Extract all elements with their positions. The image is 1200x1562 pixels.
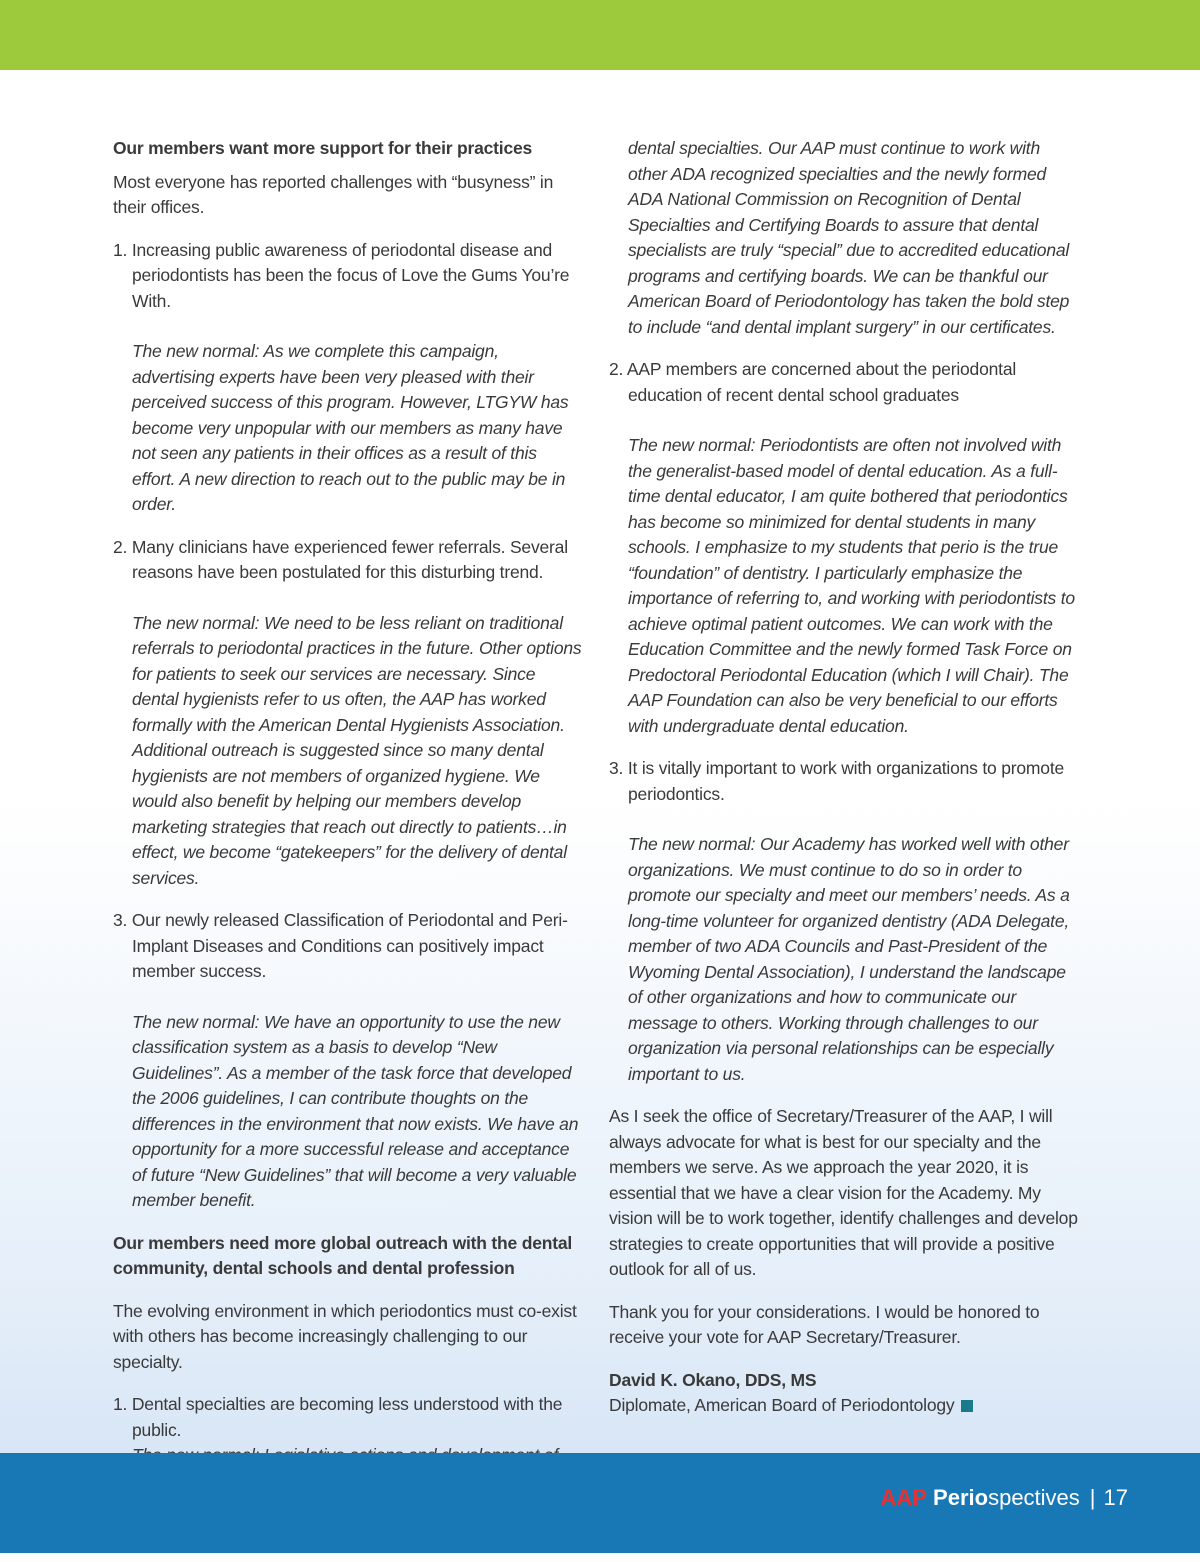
new-normal-text: The new normal: Periodontists are often not involved with the generalist-based model of dental education. As a full-time dental educator, I am quite bothered that periodontics has become so minimized for dental students in many schools. I emphasize to my students that perio is the true “foundation” of dentistry. I particularly emphasize the importance of referring to, and working with periodontists to achieve optimal patient outcomes. We can work with the Education Committee and the newly formed Task Force on Predoctoral Periodontal Education (which I will Chair). The AAP Foundation can also be very beneficial to our efforts with undergraduate dental education. [628, 435, 1075, 736]
new-normal-text: The new normal: As we complete this campaign, advertising experts have been very pleased with their perceived success of this program. However, LTGYW has become very unpopular with our members as many have not seen any patients in their offices as a result of this effort. A new direction to reach out to the public may be in order. [132, 341, 569, 514]
brand-aap: AAP [880, 1485, 927, 1510]
footer-separator: | [1089, 1485, 1096, 1510]
brand-perio: Perio [933, 1485, 989, 1510]
continued-new-normal-text: dental specialties. Our AAP must continue to work with other ADA recognized specialties and the newly formed ADA National Commission on Recognition of Dental Specialties and Certifying Boards to assure that dental specialists are truly “special” due to accredited educational programs and certifying boards. We can be thankful our American Board of Periodontology has taken the bold step to include “and dental implant surgery” in our certificates. [628, 138, 1070, 337]
list-item [113, 238, 583, 518]
item-number: 3. [609, 758, 628, 778]
item-text: Dental specialties are becoming less understood with the public. [131, 1394, 563, 1440]
item-number: 1. [113, 1394, 132, 1414]
item-number: 2. [609, 359, 627, 379]
section-heading-support: Our members want more support for their practices [113, 138, 533, 158]
list-item [609, 756, 1079, 1087]
footer-band [0, 1453, 1200, 1553]
signature-title: Diplomate, American Board of Periodontology [609, 1395, 955, 1415]
item-text: AAP members are concerned about the periodontal education of recent dental school graduates [626, 359, 1017, 405]
item-text: Increasing public awareness of periodontal disease and periodontists has been the focus of Love the Gums You’re With. [131, 239, 570, 311]
signature-title-line [609, 1393, 1079, 1419]
intro-paragraph: Most everyone has reported challenges with “busyness” in their offices. [113, 171, 554, 217]
item-text: It is vitally important to work with organizations to promote periodontics. [627, 758, 1065, 804]
item-text: Many clinicians have experienced fewer referrals. Several reasons have been postulated for this disturbing trend. [131, 536, 568, 582]
new-normal-text: The new normal: We need to be less reliant on traditional referrals to periodontal practices in the future. Other options for patients to seek our services are necessary. Since dental hygienists refer to us often, the AAP has worked formally with the American Dental Hygienists Association. Additional outreach is suggested since so many dental hygienists are not members of organized hygiene. We would also benefit by helping our members develop marketing strategies that reach out directly to patients…in effect, we become “gatekeepers” for the delivery of dental services. [132, 612, 582, 888]
footer-branding [880, 1485, 1128, 1511]
top-color-band [0, 0, 1200, 70]
item-text: Our newly released Classification of Periodontal and Peri-Implant Diseases and Conditions can positively impact member success. [131, 910, 568, 981]
page-number: 17 [1103, 1485, 1128, 1510]
right-column [609, 136, 1079, 1419]
thank-you-paragraph: Thank you for your considerations. I would be honored to receive your vote for AAP Secretary/Treasurer. [609, 1301, 1040, 1347]
new-normal-text: The new normal: Our Academy has worked well with other organizations. We must continue to do so in order to promote our specialty and meet our members’ needs. As a long-time volunteer for organized dentistry (ADA Delegate, member of two ADA Councils and Past-President of the Wyoming Dental Association), I understand the landscape of other organizations and how to communicate our message to others. Working through challenges to our organization via personal relationships can be especially important to us. [628, 834, 1070, 1084]
item-number: 2. [113, 536, 132, 557]
signature-name: David K. Okano, DDS, MS [609, 1369, 817, 1390]
item-number: 3. [113, 910, 132, 930]
left-column [113, 136, 583, 1562]
brand-spectives: spectives [988, 1485, 1080, 1510]
list-item [113, 535, 583, 892]
list-item [113, 908, 583, 1214]
list-item [609, 357, 1079, 739]
end-mark-square-icon [961, 1400, 973, 1412]
new-normal-text: The new normal: We have an opportunity to use the new classification system as a basis to develop “New Guidelines”. As a member of the task force that developed the 2006 guidelines, I can contribute thoughts on the differences in the environment that now exists. We have an opportunity for a more successful release and acceptance of future “New Guidelines” that will become a very valuable member benefit. [132, 1011, 579, 1210]
item-number: 1. [113, 239, 132, 260]
closing-paragraph: As I seek the office of Secretary/Treasurer of the AAP, I will always advocate for what is best for our specialty and the members we serve. As we approach the year 2020, it is essential that we have a clear vision for the Academy. My vision will be to work together, identify challenges and develop strategies to create opportunities that will provide a positive outlook for all of us. [609, 1106, 1078, 1279]
section-heading-outreach: Our members need more global outreach with the dental community, dental schools and dental profession [113, 1232, 573, 1278]
intro-paragraph: The evolving environment in which periodontics must co-exist with others has become increasingly challenging to our specialty. [113, 1300, 577, 1372]
